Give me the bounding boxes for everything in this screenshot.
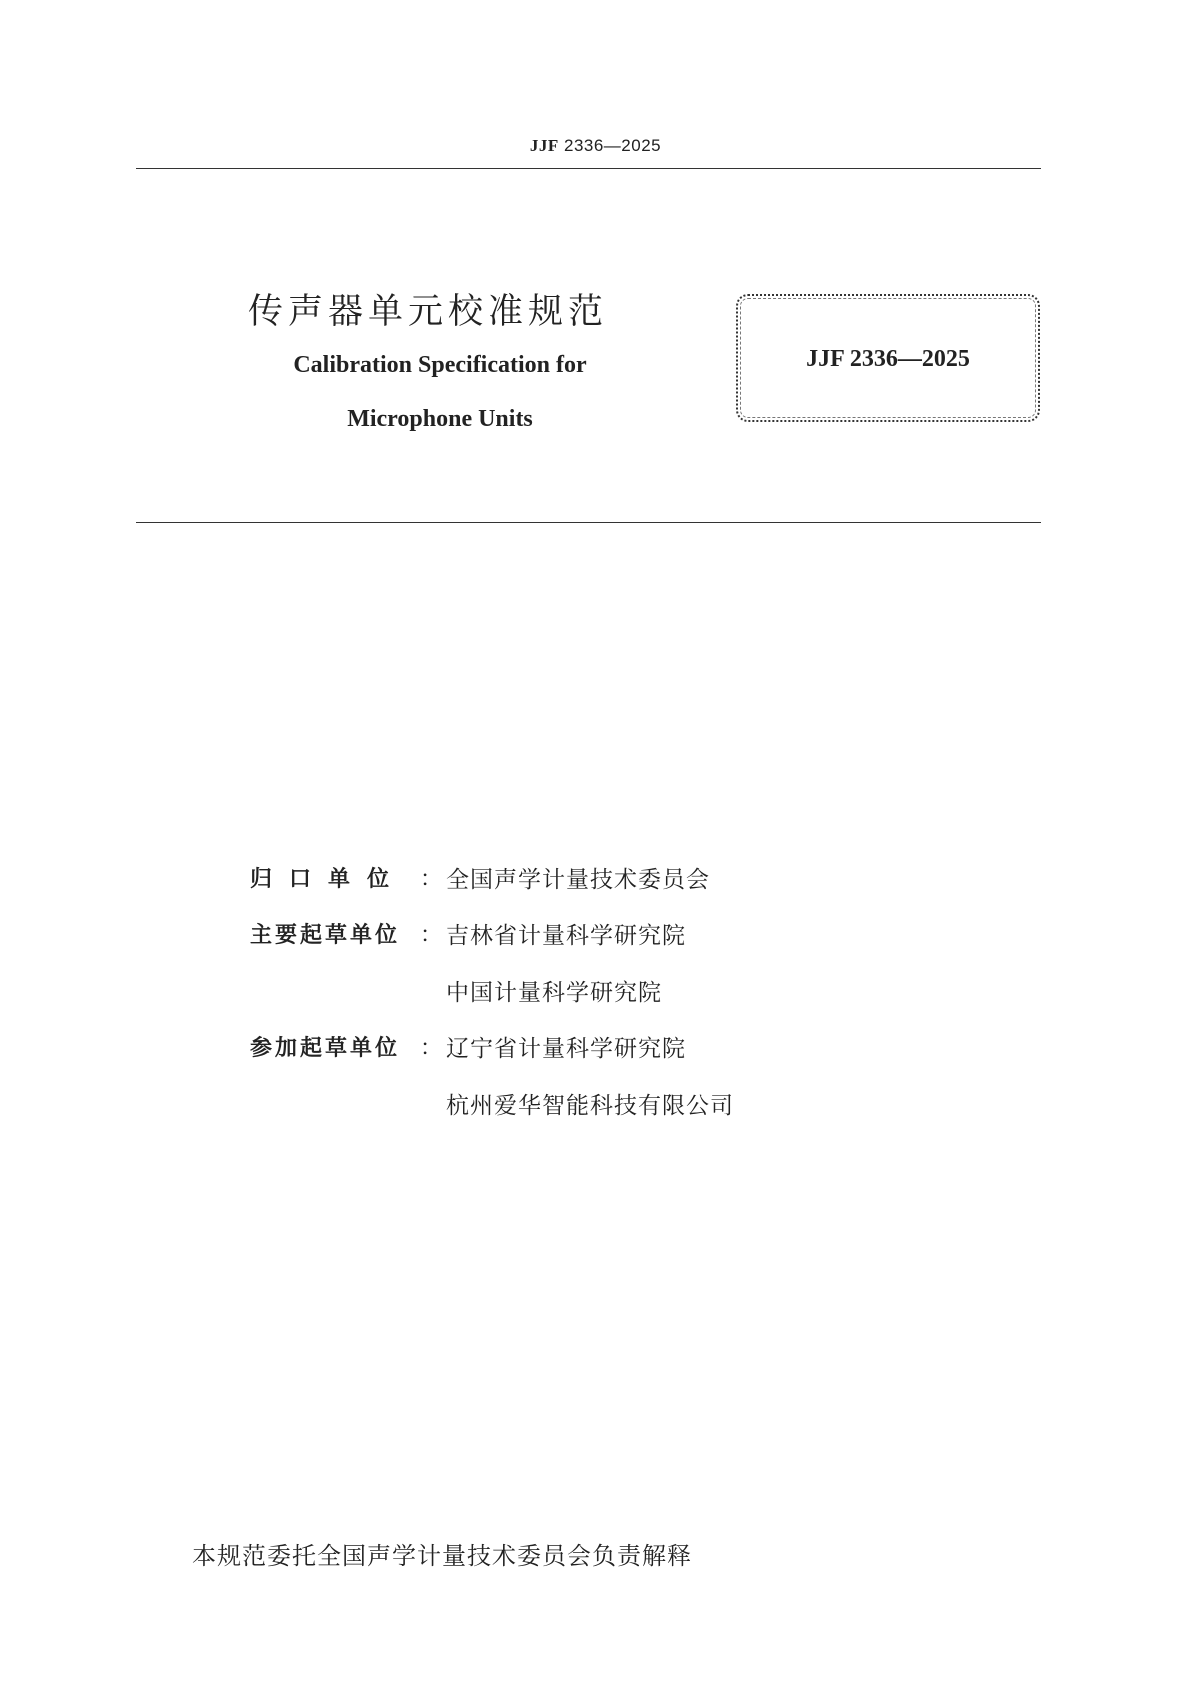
middle-divider	[136, 522, 1041, 523]
running-header-code	[0, 136, 1191, 156]
standard-code-text: JJF 2336—2025	[806, 346, 970, 372]
main-drafting-value-2: 中国计量科学研究院	[446, 980, 662, 1006]
participating-drafting-value-2: 杭州爱华智能科技有限公司	[446, 1093, 734, 1119]
header-code-prefix: JJF	[529, 136, 559, 155]
interpretation-note: 本规范委托全国声学计量技术委员会负责解释	[192, 1542, 692, 1570]
title-english-line-2: Microphone Units	[347, 406, 533, 432]
participating-drafting-value-1: 辽宁省计量科学研究院	[446, 1036, 686, 1062]
main-drafting-label: 主要起草单位	[250, 923, 401, 948]
responsible-unit-label: 归口单位	[250, 867, 407, 892]
responsible-unit-value: 全国声学计量技术委员会	[446, 867, 710, 893]
header-code-number: 2336—2025	[563, 136, 662, 155]
main-drafting-value-1: 吉林省计量科学研究院	[446, 923, 686, 949]
title-chinese: 传声器单元校准规范	[248, 292, 609, 332]
main-drafting-colon: ：	[420, 923, 443, 948]
responsible-unit-colon: ：	[420, 867, 443, 892]
title-english-line-1: Calibration Specification for	[293, 352, 587, 378]
participating-drafting-label: 参加起草单位	[250, 1036, 401, 1061]
participating-drafting-colon: ：	[420, 1036, 443, 1061]
top-divider	[136, 168, 1041, 169]
